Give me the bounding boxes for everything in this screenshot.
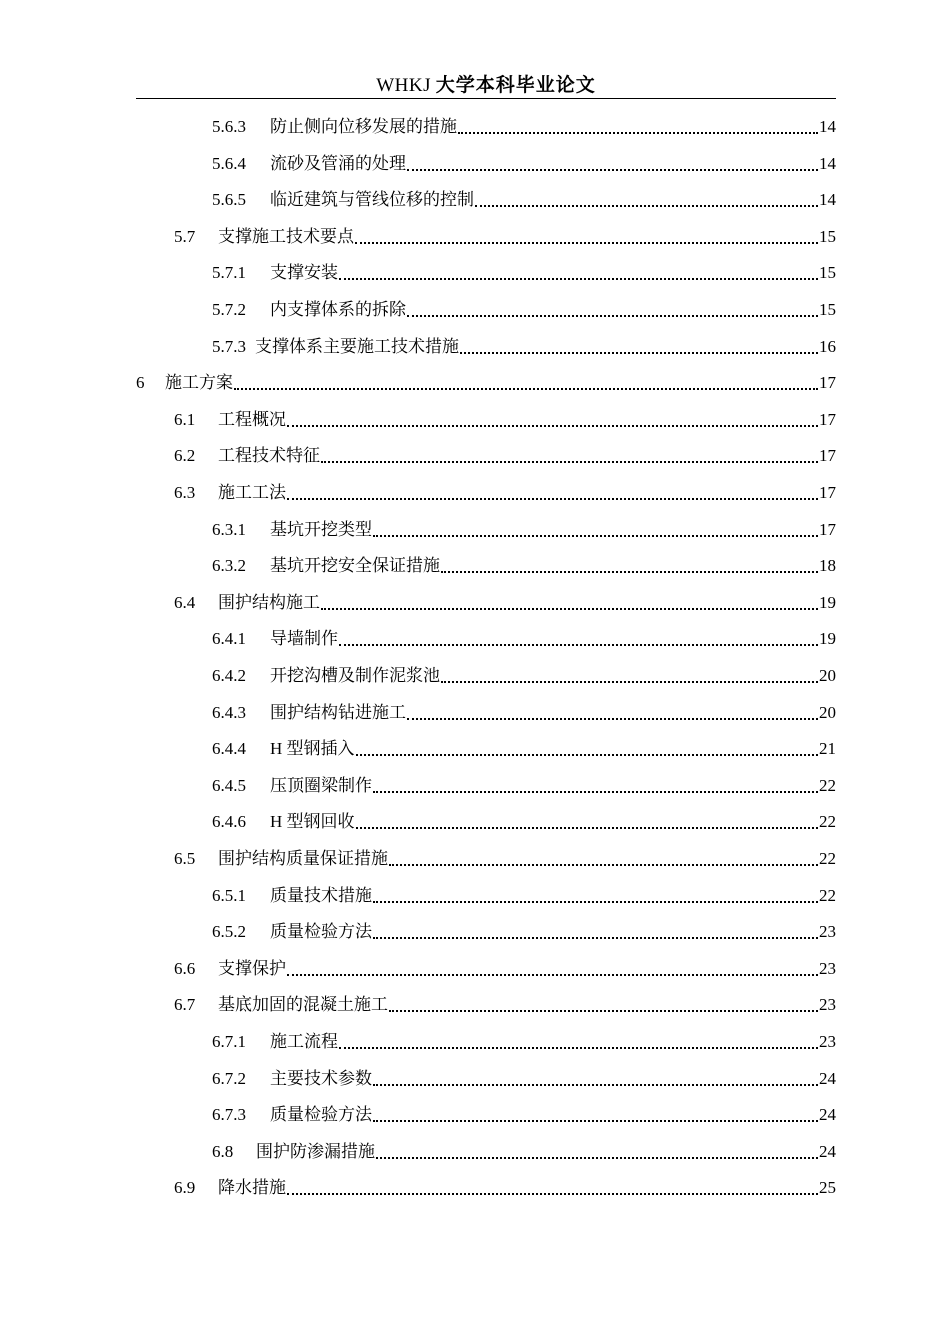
toc-leader-dots [373, 1114, 818, 1122]
toc-entry-number: 6.3 [174, 483, 196, 502]
toc-entry-title: 支撑安装 [270, 263, 338, 283]
toc-leader-dots [407, 712, 818, 720]
toc-leader-dots [373, 785, 818, 793]
toc-entry-page: 23 [819, 995, 836, 1015]
toc-entry[interactable] [212, 1140, 836, 1164]
toc-entry-page: 17 [819, 519, 836, 539]
toc-entry-page: 20 [819, 666, 836, 685]
toc-entry-page: 15 [819, 226, 836, 246]
toc-entry-page: 22 [819, 885, 836, 905]
toc-entry-title: 基底加固的混凝土施工 [218, 995, 388, 1015]
toc-entry-title: 围护防渗漏措施 [256, 1141, 375, 1161]
toc-entry-number: 6.7.1 [212, 1032, 246, 1051]
toc-entry-title: 降水措施 [218, 1178, 286, 1198]
toc-entry[interactable] [212, 335, 836, 359]
toc-entry-page: 22 [819, 812, 836, 832]
toc-entry-number: 5.7 [174, 226, 196, 246]
toc-entry-title: 质量检验方法 [270, 1105, 372, 1125]
toc-entry-page: 24 [819, 1141, 836, 1161]
toc-entry[interactable] [212, 701, 836, 725]
toc-entry-page: 17 [819, 483, 836, 502]
toc-entry-page: 18 [819, 556, 836, 576]
toc-leader-dots [475, 199, 818, 207]
toc-entry-number: 6.4.6 [212, 812, 246, 832]
toc-entry-number: 6.3.2 [212, 556, 246, 576]
toc-entry-page: 15 [819, 300, 836, 319]
toc-entry[interactable] [212, 518, 836, 542]
toc-leader-dots [356, 748, 818, 756]
toc-leader-dots [373, 1078, 818, 1086]
toc-entry[interactable] [212, 737, 836, 761]
toc-entry-number: 5.7.1 [212, 263, 246, 283]
toc-entry-page: 22 [819, 775, 836, 795]
toc-leader-dots [339, 1041, 818, 1049]
toc-entry-page: 16 [819, 336, 836, 356]
toc-entry-title: 开挖沟槽及制作泥浆池 [270, 666, 440, 685]
toc-entry[interactable] [174, 481, 836, 505]
toc-entry[interactable] [174, 225, 836, 249]
toc-entry-number: 6.3.1 [212, 519, 246, 539]
toc-entry-number: 6.9 [174, 1178, 196, 1198]
toc-entry-number: 5.7.2 [212, 300, 246, 319]
toc-entry-page: 20 [819, 702, 836, 722]
toc-entry-title: 压顶圈梁制作 [270, 775, 372, 795]
toc-entry-title: H 型钢回收 [270, 812, 355, 832]
toc-entry-page: 19 [819, 592, 836, 612]
toc-entry-title: 施工方案 [165, 373, 233, 393]
toc-entry-page: 14 [819, 153, 836, 173]
toc-entry[interactable] [212, 810, 836, 834]
toc-entry-title: 质量技术措施 [270, 885, 372, 905]
toc-entry[interactable] [212, 261, 836, 285]
toc-entry[interactable] [212, 115, 836, 139]
toc-entry-page: 17 [819, 446, 836, 466]
toc-leader-dots [339, 638, 818, 646]
toc-entry[interactable] [174, 847, 836, 871]
toc-entry-number: 5.7.3 [212, 336, 246, 356]
toc-entry[interactable] [212, 920, 836, 944]
toc-entry-number: 6.4.1 [212, 629, 246, 649]
toc-entry-page: 19 [819, 629, 836, 649]
toc-entry-title: 工程概况 [218, 409, 286, 429]
toc-entry[interactable] [212, 774, 836, 798]
toc-entry-title: 导墙制作 [270, 629, 338, 649]
toc-leader-dots [389, 858, 818, 866]
toc-entry[interactable] [174, 993, 836, 1017]
toc-entry[interactable] [212, 1067, 836, 1091]
toc-leader-dots [373, 931, 818, 939]
toc-entry-title: 围护结构施工 [218, 592, 320, 612]
toc-entry-page: 23 [819, 922, 836, 942]
toc-entry[interactable] [212, 188, 836, 212]
toc-entry-title: 工程技术特征 [218, 446, 320, 466]
toc-entry[interactable] [174, 1176, 836, 1200]
toc-entry-page: 14 [819, 117, 836, 136]
toc-entry[interactable] [174, 408, 836, 432]
toc-entry-page: 25 [819, 1178, 836, 1198]
toc-entry[interactable] [212, 1103, 836, 1127]
toc-entry-title: 施工流程 [270, 1032, 338, 1051]
toc-entry-title: 支撑施工技术要点 [218, 226, 354, 246]
toc-entry-page: 24 [819, 1105, 836, 1125]
toc-entry-page: 15 [819, 263, 836, 283]
toc-entry-title: 主要技术参数 [270, 1068, 372, 1088]
toc-leader-dots [373, 895, 818, 903]
toc-entry[interactable] [212, 1030, 836, 1054]
toc-entry-number: 6.7 [174, 995, 196, 1015]
toc-leader-dots [389, 1004, 818, 1012]
toc-entry-page: 17 [819, 409, 836, 429]
toc-entry-number: 6 [136, 373, 145, 393]
toc-entry-number: 6.4 [174, 592, 196, 612]
toc-entry-number: 6.4.2 [212, 666, 246, 685]
toc-leader-dots [460, 346, 818, 354]
toc-leader-dots [376, 1151, 818, 1159]
toc-entry-number: 6.1 [174, 409, 196, 429]
header-title: 大学本科毕业论文 [435, 74, 596, 96]
toc-entry-page: 23 [819, 1032, 836, 1051]
toc-leader-dots [321, 455, 818, 463]
toc-entry-title: 基坑开挖类型 [270, 519, 372, 539]
toc-leader-dots [407, 309, 818, 317]
toc-entry[interactable] [212, 627, 836, 651]
toc-entry-title: H 型钢插入 [270, 739, 355, 759]
toc-entry-number: 6.5 [174, 849, 196, 868]
toc-entry-title: 施工工法 [218, 483, 286, 502]
toc-leader-dots [287, 419, 818, 427]
toc-entry-title: 流砂及管涌的处理 [270, 153, 406, 173]
toc-entry-number: 6.7.3 [212, 1105, 246, 1125]
toc-entry-title: 围护结构质量保证措施 [218, 849, 388, 868]
toc-entry[interactable] [212, 298, 836, 322]
toc-leader-dots [441, 675, 818, 683]
toc-entry-number: 6.2 [174, 446, 196, 466]
toc-leader-dots [355, 236, 818, 244]
toc-entry-title: 质量检验方法 [270, 922, 372, 942]
toc-entry-page: 21 [819, 739, 836, 759]
toc-entry-number: 6.4.3 [212, 702, 246, 722]
toc-entry[interactable] [174, 591, 836, 615]
toc-entry-number: 6.5.2 [212, 922, 246, 942]
toc-entry-title: 临近建筑与管线位移的控制 [270, 190, 474, 210]
toc-entry-number: 5.6.3 [212, 117, 246, 136]
toc-leader-dots [373, 529, 818, 537]
toc-entry-number: 6.4.4 [212, 739, 246, 759]
toc-entry[interactable] [136, 371, 836, 395]
toc-entry-title: 基坑开挖安全保证措施 [270, 556, 440, 576]
toc-entry-number: 6.8 [212, 1141, 234, 1161]
toc-entry-page: 24 [819, 1068, 836, 1088]
toc-leader-dots [458, 126, 818, 134]
toc-leader-dots [441, 565, 818, 573]
toc-entry-title: 内支撑体系的拆除 [270, 300, 406, 319]
toc-entry-number: 6.7.2 [212, 1068, 246, 1088]
toc-entry[interactable] [212, 152, 836, 176]
toc-entry-number: 6.4.5 [212, 775, 246, 795]
toc-leader-dots [287, 968, 818, 976]
toc-entry-title: 支撑体系主要施工技术措施 [255, 336, 459, 356]
toc-leader-dots [339, 272, 818, 280]
toc-entry[interactable] [174, 444, 836, 468]
header-latin: WHKJ [376, 75, 431, 96]
toc-leader-dots [407, 163, 818, 171]
toc-entry-number: 6.5.1 [212, 885, 246, 905]
toc-entry-title: 支撑保护 [218, 958, 286, 978]
toc-entry[interactable] [212, 884, 836, 908]
toc-entry-number: 5.6.5 [212, 190, 246, 210]
toc-entry-title: 围护结构钻进施工 [270, 702, 406, 722]
toc-entry-number: 5.6.4 [212, 153, 246, 173]
toc-entry-page: 23 [819, 958, 836, 978]
toc-leader-dots [356, 821, 818, 829]
toc-leader-dots [287, 492, 818, 500]
toc-entry[interactable] [212, 554, 836, 578]
toc-entry-page: 22 [819, 849, 836, 868]
toc-entry-page: 14 [819, 190, 836, 210]
toc-entry[interactable] [174, 957, 836, 981]
toc-entry-page: 17 [819, 373, 836, 393]
toc-leader-dots [321, 602, 818, 610]
toc-leader-dots [234, 382, 818, 390]
toc-entry-title: 防止侧向位移发展的措施 [270, 117, 457, 136]
toc-entry[interactable] [212, 664, 836, 688]
toc-entry-number: 6.6 [174, 958, 196, 978]
toc-leader-dots [287, 1187, 818, 1195]
